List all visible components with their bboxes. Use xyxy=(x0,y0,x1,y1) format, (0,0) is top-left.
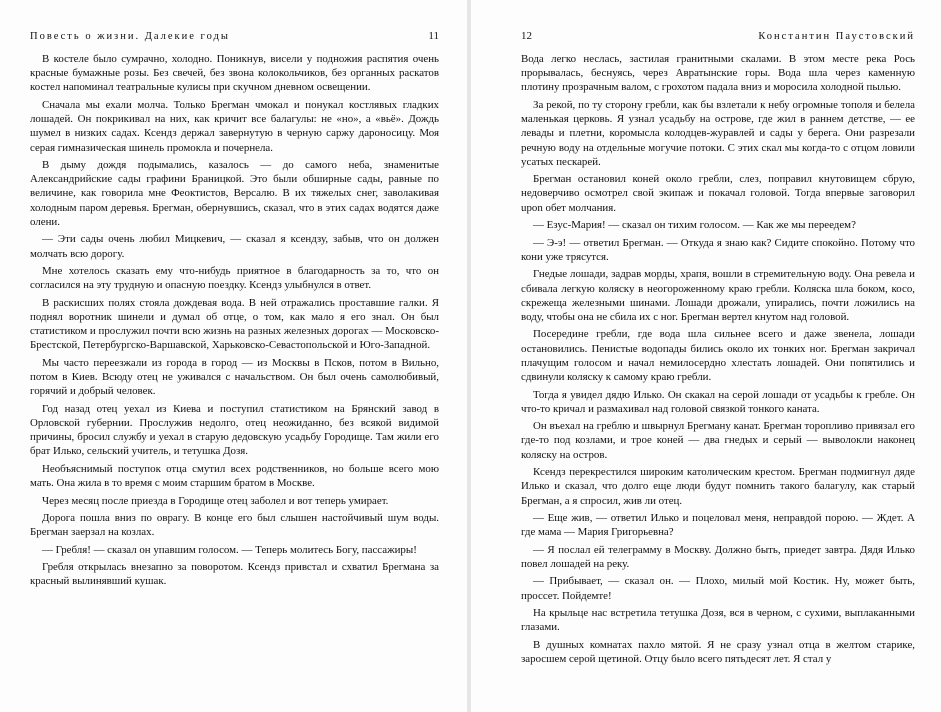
paragraph: Ксендз перекрестился широким католическим крестом. Брегман подмигнул дяде Илько и сказал, что долго еще люди будут помнить такого балагулу, как старый Брегман, а я спросил, жив ли отец. xyxy=(521,466,915,507)
paragraph: Он въехал на греблю и швырнул Брегману канат. Брегман торопливо привязал его где-то под козлами, и трое коней — два гнедых и серый — выволокли наконец коляску на остров. xyxy=(521,420,915,461)
paragraph: — Еще жив, — ответил Илько и поцеловал меня, неправдой порою. — Ждет. А где мама — Мария Григорьевна? xyxy=(521,512,915,539)
paragraph: Мы часто переезжали из города в город — из Москвы в Псков, потом в Вильно, потом в Киев. Всюду отец не уживался с начальством. Он был очень самолюбивый, горячий и добрый человек. xyxy=(30,356,439,398)
paragraph: Брегман остановил коней около гребли, слез, поправил кнутовищем сбрую, недоверчиво осмотрел свой экипаж и покачал головой. Тогда впервые заговорил upon обет молчания. xyxy=(521,173,915,214)
paragraph: Год назад отец уехал из Киева и поступил статистиком на Брянский завод в Орловской губернии. Прослужив недолго, отец неожиданно, без всякой видимой причины, бросил службу и уехал в старую дедовскую усадьбу Городище. Там жили его брат Илько, сельский учитель, и тетушка Дозя. xyxy=(30,402,439,458)
paragraph: — Э-э! — ответил Брегман. — Откуда я знаю как? Сидите спокойно. Потому что кони уже трясутся. xyxy=(521,236,915,263)
paragraph: Вода легко неслась, застилая гранитными скалами. В этом месте река Рось прорывалась, беснуясь, через Авратынские горы. Вода шла через каменную плотину прозрачным валом, с грохотом падала вниз и моросила холодной пылью. xyxy=(521,53,915,94)
right-page xyxy=(471,0,941,712)
paragraph: Гнедые лошади, задрав морды, храпя, вошли в стремительную воду. Она ревела и сбивала легкую коляску в неогороженному краю гребли. Коляска шла боком, косо, скрежеща железными шинами. Лошади дрожали, упирались, почти ложились на воду, чтобы она не сбила их с ног. Брегман вертел кнутом над головой. xyxy=(521,268,915,323)
paragraph: — Гребля! — сказал он упавшим голосом. — Теперь молитесь Богу, пассажиры! xyxy=(42,543,417,556)
paragraph: В дыму дождя подымались, казалось — до самого неба, знаменитые Александрийские сады графини Браницкой. Это были обширные сады, равные по величине, как говорила мне Феоктистов, Версалю. В их тяжелых снег, заволакивая холодным паром деревья. Брегман, обернувшись, сказал, что в этих садах водятся даже олени. xyxy=(30,159,439,228)
page-number: 11 xyxy=(428,30,439,42)
paragraph: В душных комнатах пахло мятой. Я не сразу узнал отца в желтом старике, заросшем серой щетиной. Отцу было всего пятьдесят лет. Я стал у xyxy=(521,638,915,666)
running-head xyxy=(30,30,439,52)
paragraph: За рекой, по ту сторону гребли, как бы взлетали к небу огромные тополя и белела маленькая церковь. Я узнал усадьбу на острове, где жил в раннем детстве, — ее левады и плетни, коромысла колодцев-журавлей и сады у берега. Они разрезали речную воду на отдельные могучие потоки. С этих скал мы когда-то с отцом ловили усатых пескарей. xyxy=(521,98,915,168)
paragraph: Посередине гребли, где вода шла сильнее всего и даже звенела, лошади остановились. Пенистые водопады бились около их тонких ног. Брегман закричал плачущим голосом и начал немилосердно хлестать лошадей. Они попятились и сдвинули коляску к самому краю гребли. xyxy=(521,328,915,384)
paragraph: Гребля открылась внезапно за поворотом. Ксендз привстал и схватил Брегмана за красный вылинявший кушак. xyxy=(30,561,439,588)
paragraph: Сначала мы ехали молча. Только Брегман чмокал и понукал костлявых гладких лошадей. Он покрикивал на них, как кричит все балагулы: не «но», а «вьё». Дождь шумел в низких садах. Ксендз держал завернутую в черную саржу дароносицу. Моя серая гимназическая шинель промокла и почернела. xyxy=(30,98,439,154)
paragraph: Необъяснимый поступок отца смутил всех родственников, но больше всего мою мать. Она жила в то время с моим старшим братом в Москве. xyxy=(30,462,439,490)
paragraph: В костеле было сумрачно, холодно. Поникнув, висели у подножия распятия очень красные бумажные розы. Без свечей, без звона колокольчиков, без органных раскатов костел напоминал театральные кулисы при скучном дневном освещении. xyxy=(30,53,439,94)
running-head-title: Повесть о жизни. Далекие годы xyxy=(30,31,230,42)
paragraph: — Прибывает, — сказал он. — Плохо, милый мой Костик. Ну, может быть, проссет. Пойдемте! xyxy=(521,575,915,602)
paragraph: — Эти сады очень любил Мицкевич, — сказал я ксендзу, забыв, что он должен молчать всю дорогу. xyxy=(30,233,439,260)
paragraph: Тогда я увидел дядю Илько. Он скакал на серой лошади от усадьбы к гребле. Он что-то кричал и размахивал над головой связкой тонкого каната. xyxy=(521,388,915,415)
running-head xyxy=(521,30,915,52)
left-page xyxy=(0,0,467,712)
paragraph: Мне хотелось сказать ему что-нибудь приятное в благодарность за то, что он согласился на эту трудную и опасную поездку. Ксендз улыбнулся в ответ. xyxy=(30,265,439,292)
paragraph: Дорога пошла вниз по оврагу. В конце его был слышен настойчивый шум воды. Брегман заерзал на козлах. xyxy=(30,512,439,539)
paragraph: — Я послал ей телеграмму в Москву. Должно быть, приедет завтра. Дядя Илько повел лошадей на реку. xyxy=(521,543,915,570)
page-number: 12 xyxy=(521,30,532,42)
page-body xyxy=(521,52,915,666)
running-head-author: Константин Паустовский xyxy=(758,31,915,42)
paragraph: — Езус-Мария! — сказал он тихим голосом. — Как же мы переедем? xyxy=(533,219,856,232)
paragraph: Через месяц после приезда в Городище отец заболел и вот теперь умирает. xyxy=(42,494,389,507)
paragraph: В раскисших полях стояла дождевая вода. В ней отражались проставшие галки. Я поднял воротник шинели и думал об отце, о том, как мало я его знал. Он был статистиком и прослужил почти всю жизнь на разных железных дорогах — Московско-Брестской, Петербургско-Варшавской, Харьковско-Севастопольской и Юго-Западной. xyxy=(30,296,439,352)
paragraph: На крыльце нас встретила тетушка Дозя, вся в черном, с сухими, выплаканными глазами. xyxy=(521,607,915,634)
page-body xyxy=(30,52,439,589)
